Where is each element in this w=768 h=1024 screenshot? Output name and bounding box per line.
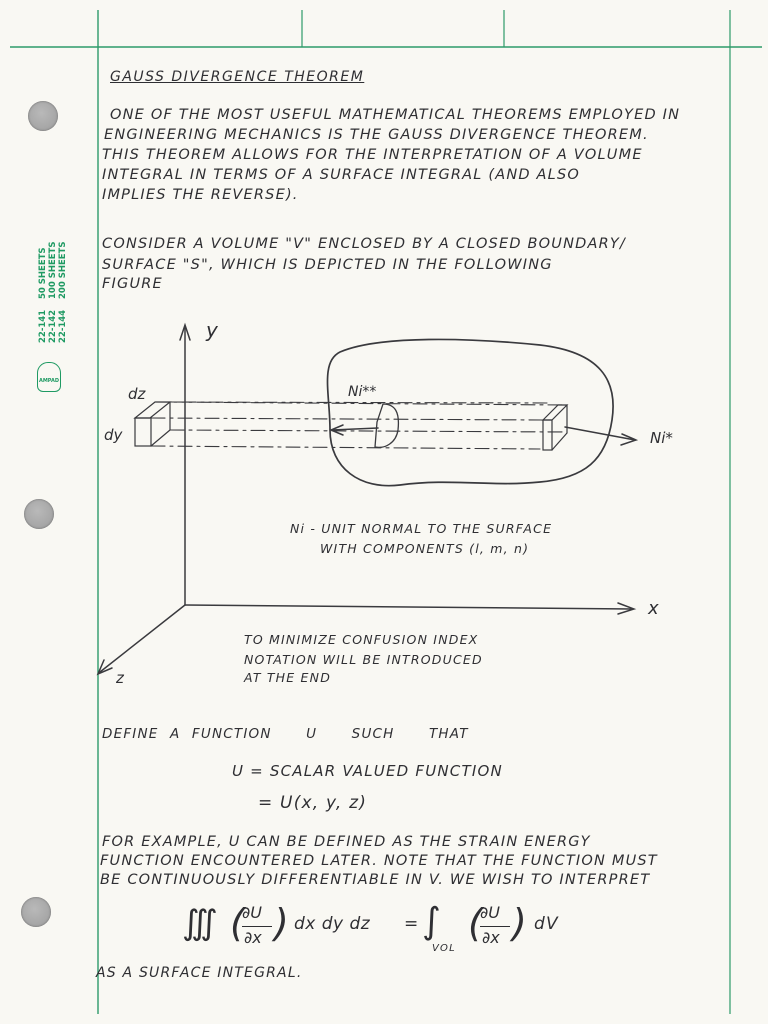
define-line: U = SCALAR VALUED FUNCTION xyxy=(232,762,503,780)
index-note-line: TO MINIMIZE CONFUSION INDEX xyxy=(244,632,479,647)
fraction-bar xyxy=(480,926,510,927)
intro-line: ONE OF THE MOST USEFUL MATHEMATICAL THEOREMS EMPLOYED IN xyxy=(110,107,681,123)
define-line: = U(x, y, z) xyxy=(258,793,368,813)
partial-denominator: ∂x xyxy=(482,928,500,947)
index-note-line: AT THE END xyxy=(244,670,332,685)
intro-line: THIS THEOREM ALLOWS FOR THE INTERPRETATION OF A VOLUME xyxy=(102,147,643,163)
normal-note-line: Ni - UNIT NORMAL TO THE SURFACE xyxy=(290,521,553,536)
paren-open: ( xyxy=(230,901,245,945)
fraction-bar xyxy=(242,926,272,927)
intro-line: IMPLIES THE REVERSE). xyxy=(102,187,299,203)
ni-star-label: Ni* xyxy=(650,429,673,447)
example-line: FOR EXAMPLE, U CAN BE DEFINED AS THE STRAIN ENERGY xyxy=(102,834,591,850)
intro-line: INTEGRAL IN TERMS OF A SURFACE INTEGRAL (AND ALSO xyxy=(102,167,580,183)
x-axis xyxy=(185,605,632,609)
rhs-differential: dV xyxy=(534,914,559,934)
y-axis-label: y xyxy=(206,318,218,342)
paren-close: ) xyxy=(512,901,527,945)
z-axis-label: z xyxy=(116,669,124,687)
partial-denominator: ∂x xyxy=(244,928,262,947)
dz-label: dz xyxy=(128,385,146,403)
closed-surface xyxy=(328,339,614,485)
define-line: DEFINE A FUNCTION U SUCH THAT xyxy=(102,726,469,742)
consider-line: CONSIDER A VOLUME "V" ENCLOSED BY A CLOSED BOUNDARY/ xyxy=(102,236,627,252)
sheet-stamp: 22-141 22-142 22-144 50 SHEETS 100 SHEETS 200 SHEETS xyxy=(38,241,68,343)
triple-integral-sign: ∭ xyxy=(182,903,218,943)
ni-star-star-label: Ni** xyxy=(348,384,377,400)
normal-arrow-left xyxy=(332,428,378,430)
example-line: BE CONTINUOUSLY DIFFERENTIABLE IN V. WE WISH TO INTERPRET xyxy=(100,872,651,888)
page-title: GAUSS DIVERGENCE THEOREM xyxy=(110,69,365,85)
normal-arrow-right xyxy=(565,427,635,440)
intro-line: ENGINEERING MECHANICS IS THE GAUSS DIVERGENCE THEOREM. xyxy=(104,127,649,143)
consider-line: FIGURE xyxy=(102,276,163,292)
index-note-line: NOTATION WILL BE INTRODUCED xyxy=(244,652,483,667)
z-axis xyxy=(100,605,185,672)
dy-label: dy xyxy=(104,426,123,444)
divergence-equation xyxy=(178,898,598,958)
ampad-logo-text: AMPAD xyxy=(38,378,60,384)
x-axis-label: x xyxy=(648,598,659,619)
paren-close: ) xyxy=(274,901,289,945)
lhs-differentials: dx dy dz xyxy=(294,914,371,934)
consider-line: SURFACE "S", WHICH IS DEPICTED IN THE FOLLOWING xyxy=(102,257,553,273)
paren-open: ( xyxy=(468,901,483,945)
equals-sign: = xyxy=(404,914,420,934)
volume-subscript: VOL xyxy=(432,943,456,954)
partial-numerator: ∂U xyxy=(242,903,262,922)
partial-numerator: ∂U xyxy=(480,903,500,922)
normal-note-line: WITH COMPONENTS (l, m, n) xyxy=(320,541,530,556)
closing-line: AS A SURFACE INTEGRAL. xyxy=(96,965,303,981)
example-line: FUNCTION ENCOUNTERED LATER. NOTE THAT THE FUNCTION MUST xyxy=(100,853,658,869)
volume-integral-sign: ∫ xyxy=(422,901,441,942)
